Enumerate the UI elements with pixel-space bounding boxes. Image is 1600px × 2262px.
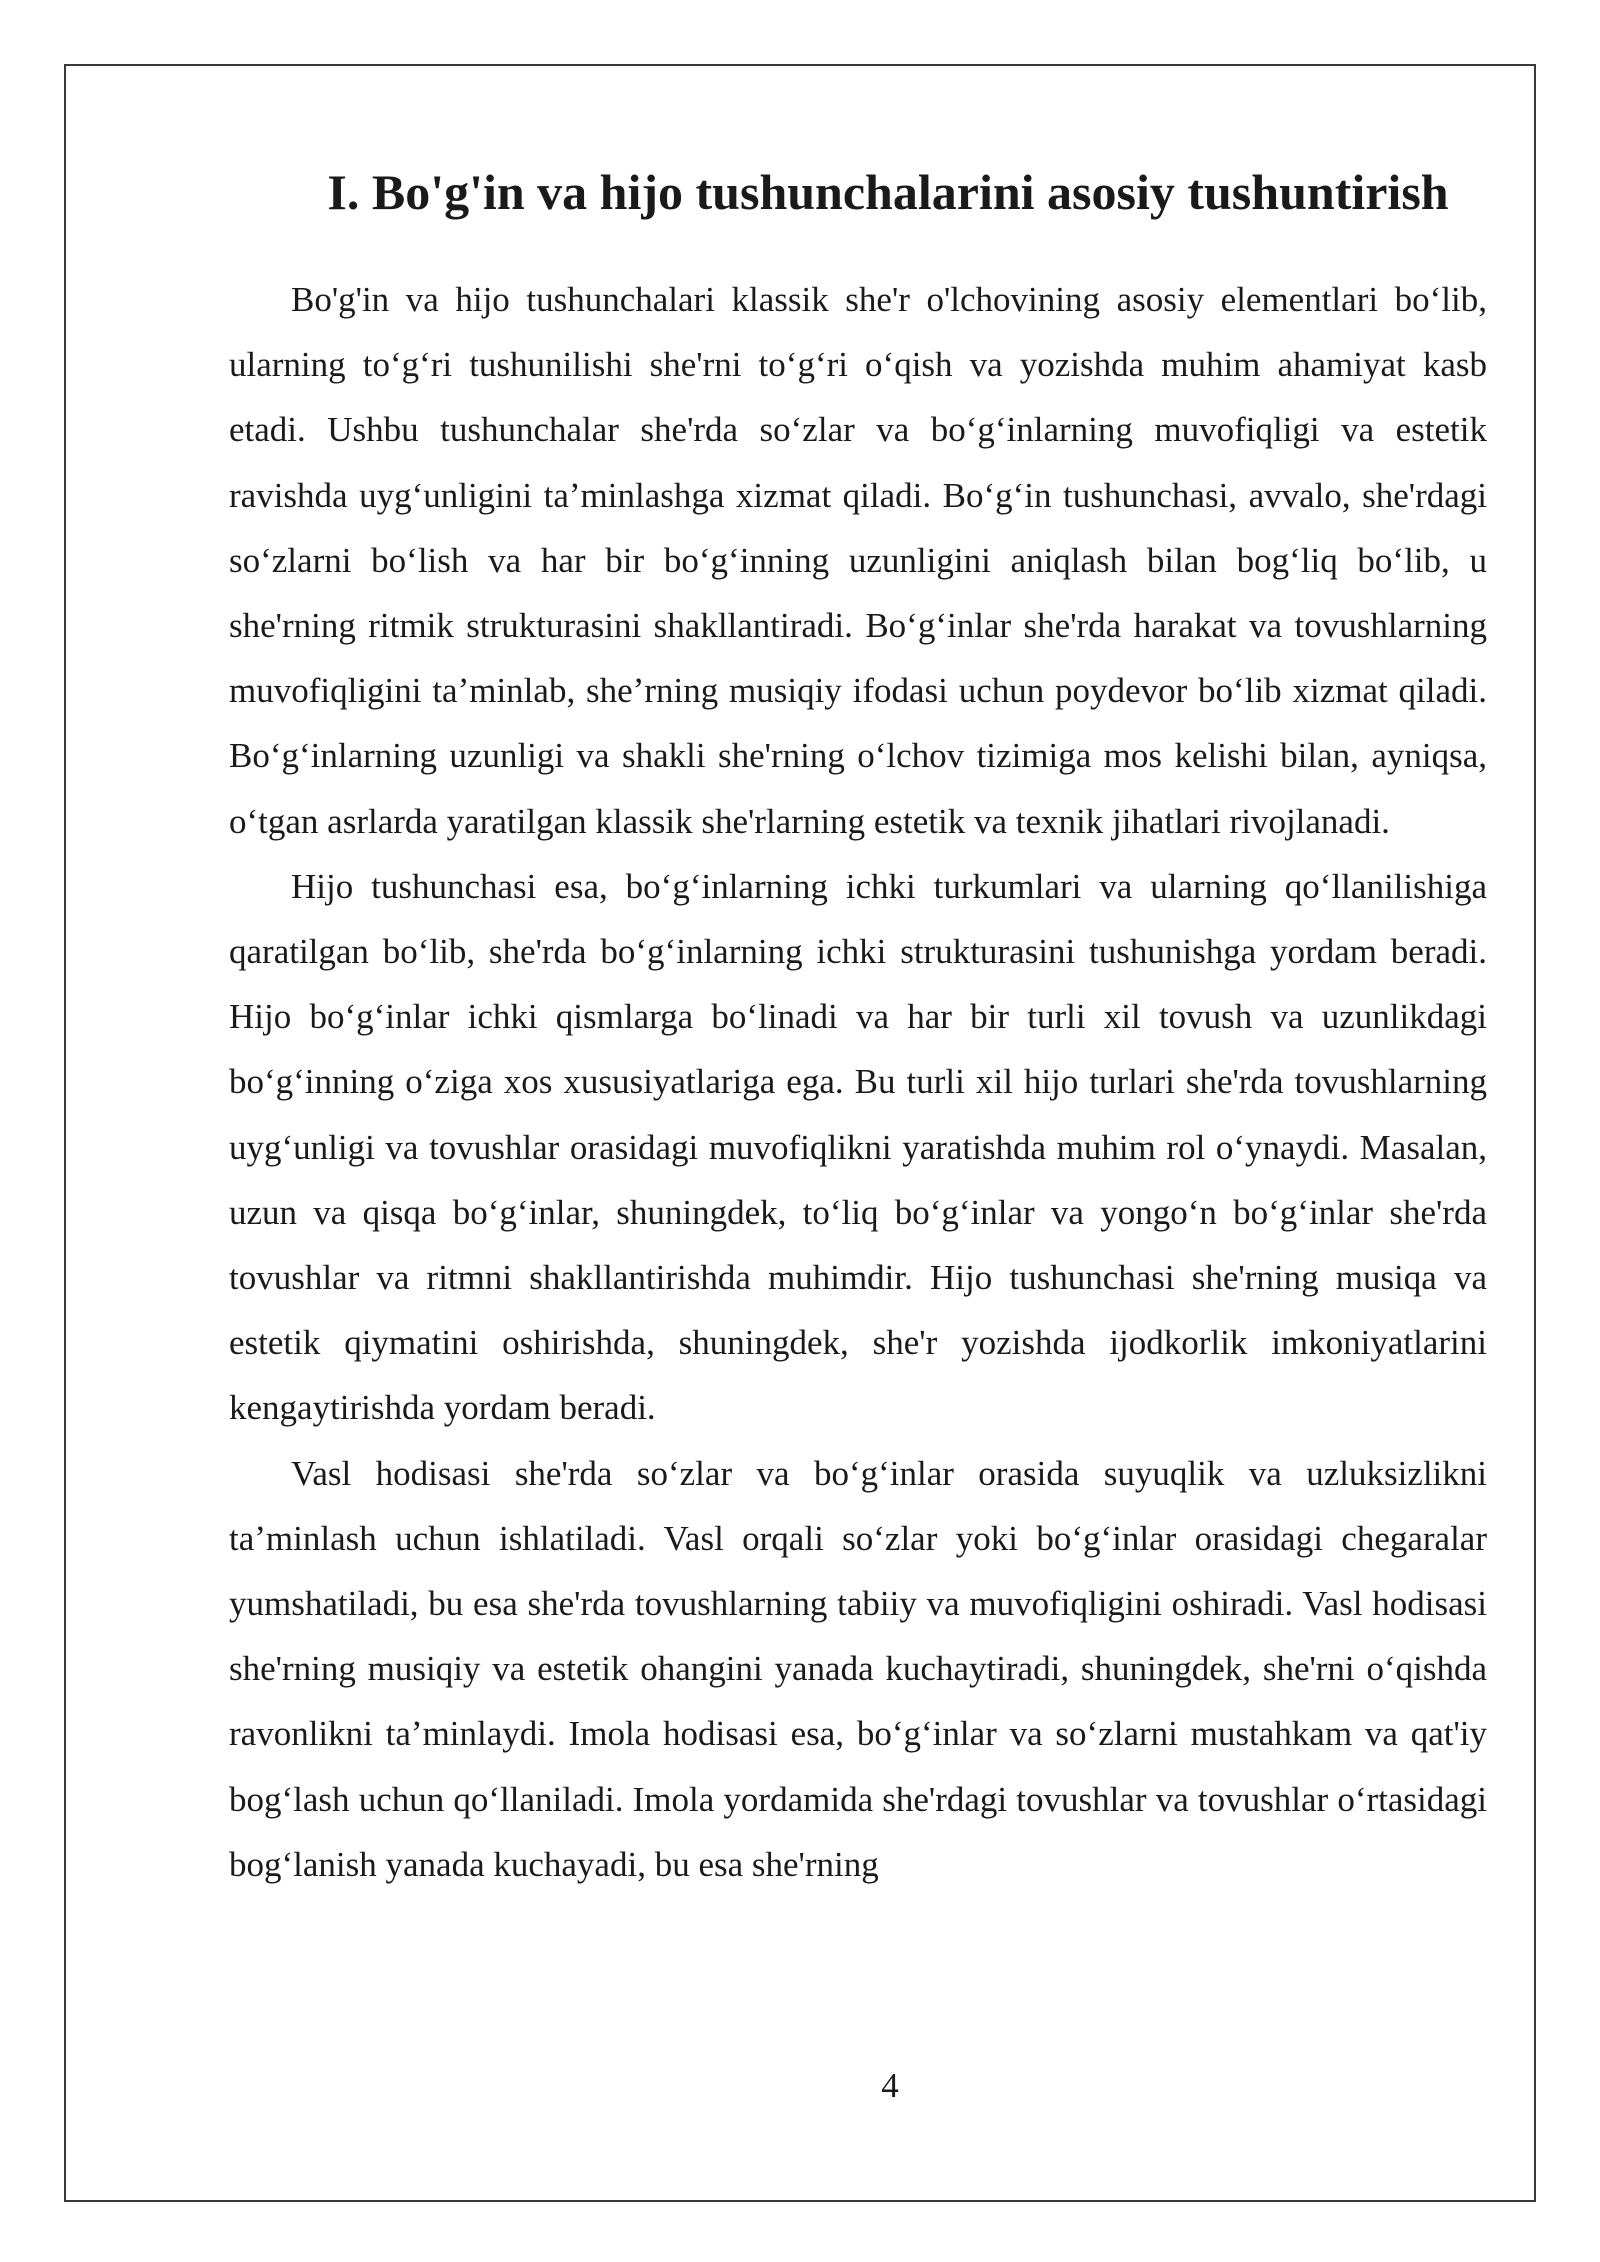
page-number: 4 bbox=[881, 2066, 899, 2105]
paragraph: Hijo tushunchasi esa, boʻgʻinlarning ichki turkumlari va ularning qoʻllanilishiga qaratilgan boʻlib, she'rda boʻgʻinlarning ichki strukturasini tushunishga yordam beradi. Hijo boʻgʻinlar ichki qismlarga boʻlinadi va har bir turli xil tovush va uzunlikdagi boʻgʻinning oʻziga xos xususiyatlariga ega. Bu turli xil hijo turlari she'rda tovushlarning uygʻunligi va tovushlar orasidagi muvofiqlikni yaratishda muhim rol oʻynaydi. Masalan, uzun va qisqa boʻgʻinlar, shuningdek, toʻliq boʻgʻinlar va yongoʻn boʻgʻinlar she'rda tovushlar va ritmni shakllantirishda muhimdir. Hijo tushunchasi she'rning musiqa va estetik qiymatini oshirishda, shuningdek, she'r yozishda ijodkorlik imkoniyatlarini kengaytirishda yordam beradi. bbox=[229, 866, 1487, 1428]
page-content bbox=[229, 145, 1487, 1897]
body-text bbox=[229, 267, 1487, 1897]
paragraph: Vasl hodisasi she'rda soʻzlar va boʻgʻinlar orasida suyuqlik va uzluksizlikni taʼminlash uchun ishlatiladi. Vasl orqali soʻzlar yoki boʻgʻinlar orasidagi chegaralar yumshatiladi, bu esa she'rda tovushlarning tabiiy va muvofiqligini oshiradi. Vasl hodisasi she'rning musiqiy va estetik ohangini yanada kuchaytiradi, shuningdek, she'rni oʻqishda ravonlikni taʼminlaydi. Imola hodisasi esa, boʻgʻinlar va soʻzlarni mustahkam va qat'iy bogʻlash uchun qoʻllaniladi. Imola yordamida she'rdagi tovushlar va tovushlar oʻrtasidagi bogʻlanish yanada kuchayadi, bu esa she'rning bbox=[229, 1453, 1487, 1884]
section-title: I. Bo'g'in va hijo tushunchalarini asosiy tushuntirish bbox=[327, 164, 1449, 220]
paragraph: Bo'g'in va hijo tushunchalari klassik she'r o'lchovining asosiy elementlari boʻlib, ularning toʻgʻri tushunilishi she'rni toʻgʻri oʻqish va yozishda muhim ahamiyat kasb etadi. Ushbu tushunchalar she'rda soʻzlar va boʻgʻinlarning muvofiqligi va estetik ravishda uygʻunligini taʼminlashga xizmat qiladi. Boʻgʻin tushunchasi, avvalo, she'rdagi soʻzlarni boʻlish va har bir boʻgʻinning uzunligini aniqlash bilan bogʻliq boʻlib, u she'rning ritmik strukturasini shakllantiradi. Boʻgʻinlar she'rda harakat va tovushlarning muvofiqligini taʼminlab, sheʼrning musiqiy ifodasi uchun poydevor boʻlib xizmat qiladi. Boʻgʻinlarning uzunligi va shakli she'rning oʻlchov tizimiga mos kelishi bilan, ayniqsa, oʻtgan asrlarda yaratilgan klassik she'rlarning estetik va texnik jihatlari rivojlanadi. bbox=[229, 280, 1487, 841]
